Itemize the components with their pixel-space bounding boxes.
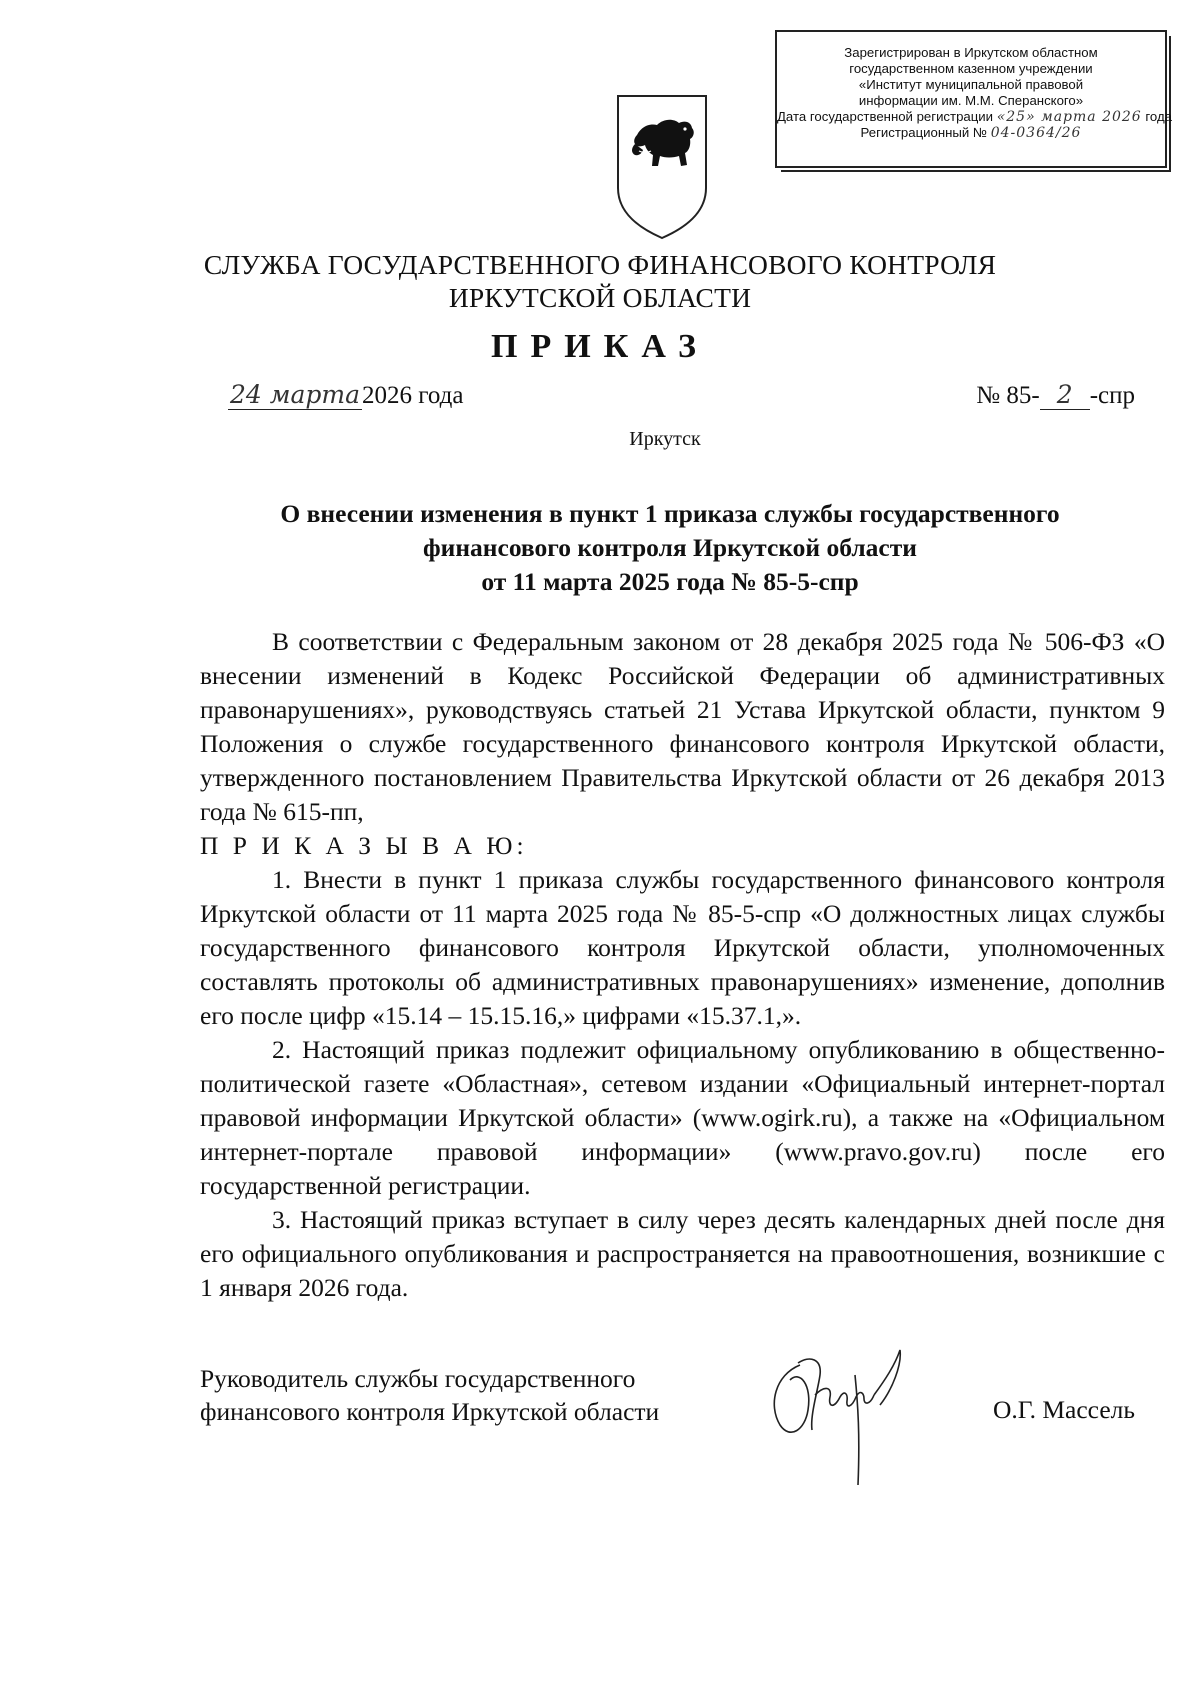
stamp-line-4: информации им. М.М. Сперанского» (858, 93, 1084, 108)
order-date-handwritten: 24 марта (230, 380, 361, 409)
agency-name-line-2: ИРКУТСКОЙ ОБЛАСТИ (448, 282, 752, 313)
signatory-name: О.Г. Массель (992, 1395, 1135, 1424)
stamp-reg-label: Регистрационный № (860, 125, 988, 140)
stamp-date-label: Дата государственной регистрации (777, 109, 994, 124)
order-item-3: 3. Настоящий приказ вступает в силу через десять календарных дней после дня его официального опубликования и распространяется на правоотношения, возникшие с 1 января 2026 года. (200, 1205, 1165, 1302)
stamp-reg-line (777, 125, 1165, 141)
preamble-paragraph: В соответствии с Федеральным законом от 28 декабря 2025 года № 506-ФЗ «О внесении изменений в Кодекс Российской Федерации об административных правонарушениях», руководствуясь статьей 21 Устава Иркутской области, пунктом 9 Положения о службе государственного финансового контроля Иркутской области, утвержденного постановлением Правительства Иркутской области от 26 декабря 2013 года № 615-пп, (200, 627, 1165, 826)
registration-stamp (775, 30, 1172, 168)
stamp-line-3: «Институт муниципальной правовой (858, 77, 1084, 92)
stamp-date-suffix: года (1145, 109, 1172, 124)
order-body (200, 625, 1165, 1305)
subject-line-1: О внесении изменения в пункт 1 приказа службы государственного (280, 499, 1060, 528)
signatory-position (200, 1362, 659, 1428)
issue-city: Иркутск (629, 428, 701, 450)
coat-of-arms-icon (615, 93, 709, 241)
order-number (976, 380, 1135, 410)
order-number-prefix: № 85- (976, 382, 1040, 409)
stamp-date-value: «25» марта 2026 (996, 109, 1142, 125)
order-subject (200, 497, 1140, 599)
order-item-1: 1. Внести в пункт 1 приказа службы государственного финансового контроля Иркутской области от 11 марта 2025 года № 85-5-спр «О должностных лицах службы государственного финансового контроля Иркутской области, уполномоченных составлять протоколы об административных правонарушениях» изменение, дополнив его после цифр «15.14 – 15.15.16,» цифрами «15.37.1,». (200, 865, 1165, 1030)
stamp-reg-value: 04-0364/26 (990, 125, 1082, 141)
handwritten-signature (760, 1335, 950, 1495)
subject-line-2: финансового контроля Иркутской области (423, 533, 917, 562)
stamp-line-2: государственном казенном учреждении (849, 61, 1093, 76)
order-number-handwritten: 2 (1040, 380, 1090, 410)
stamp-line-1: Зарегистрирован в Иркутском областном (844, 45, 1098, 60)
order-number-suffix: -спр (1089, 382, 1135, 409)
order-word: П Р И К А З Ы В А Ю: (200, 831, 528, 860)
signatory-position-line-1: Руководитель службы государственного (200, 1364, 636, 1393)
agency-name-line-1: СЛУЖБА ГОСУДАРСТВЕННОГО ФИНАНСОВОГО КОНТРОЛЯ (203, 249, 997, 280)
order-date-printed: 2026 года (362, 382, 464, 409)
signatory-position-line-2: финансового контроля Иркутской области (200, 1397, 660, 1426)
order-date (228, 380, 464, 410)
subject-line-3: от 11 марта 2025 года № 85-5-спр (481, 567, 859, 596)
order-item-2: 2. Настоящий приказ подлежит официальному опубликованию в общественно-политической газете «Областная», сетевом издании «Официальный интернет-портал правовой информации Иркутской области» (www.ogirk.ru), а также на «Официальном интернет-портале правовой информации» (www.pravo.gov.ru) после его государственной регистрации. (200, 1035, 1165, 1200)
document-type-title: ПРИКАЗ (491, 328, 709, 365)
stamp-date-line (777, 109, 1172, 125)
